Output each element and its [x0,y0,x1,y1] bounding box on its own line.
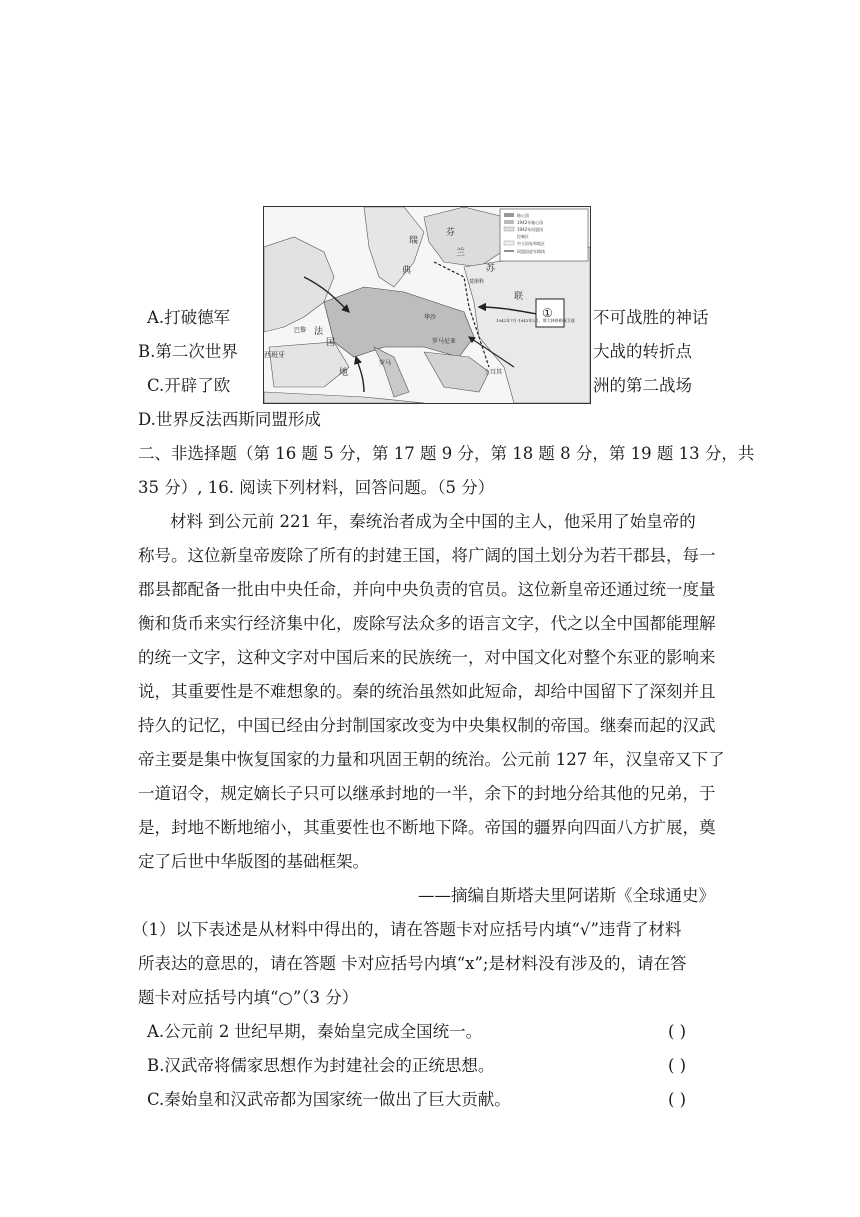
material-line: 称号。这位新皇帝废除了所有的封建王国，将广阔的国土划分为若干郡县，每一 [138,546,716,565]
legend-item: 控制区 [517,234,529,239]
material-line: 是，封地不断地缩小，其重要性也不断地下降。帝国的疆界向四面八方扩展，奠 [138,818,716,837]
material-line: 持久的记忆，中国已经由分封制国家改变为中央集权制的帝国。继秦而起的汉武 [138,716,716,735]
statement-b: B.汉武帝将儒家思想作为封建社会的正统思想。 [147,1056,495,1075]
option-c-right: 洲的第二战场 [593,376,692,395]
map-label-romania: 罗马尼亚 [432,338,457,345]
map-label-paris: 巴黎 [294,327,307,334]
material-line: 材料 到公元前 221 年，秦统治者成为全中国的主人，他采用了始皇帝的 [170,512,696,531]
legend-item: 1942年轴心国 [517,220,544,225]
material-source: ——摘编自斯塔夫里阿诺斯《全球通史》 [418,886,715,905]
europe-ww2-map [263,206,591,404]
material-line: 帝主要是集中恢复国家的力量和巩固王朝的统治。公元前 127 年，汉皇帝又下了 [138,750,725,769]
option-a-right: 不可战胜的神话 [593,308,709,327]
map-label-mediterranean: 地 [339,368,349,378]
map-label-finland-2: 兰 [456,248,466,258]
statement-c: C.秦始皇和汉武帝都为国家统一做出了巨大贡献。 [147,1090,511,1109]
legend-item: 同盟国进军路线 [517,249,545,254]
legend-item: 中立国家和地区 [517,241,545,246]
material-line: 衡和货币来实行经济集中化，废除写法众多的语言文字，代之以全中国都能理解 [138,614,716,633]
section-heading-line-1: 二、非选择题（第 16 题 5 分，第 17 题 9 分，第 18 题 8 分，第 19 题 13 分，共 [138,444,755,463]
material-line: 定了后世中华版图的基础框架。 [138,852,369,871]
answer-blank-a[interactable]: ( ) [668,1022,687,1041]
map-svg [264,207,590,403]
map-label-soviet-1: 苏 [486,264,496,274]
statement-a: A.公元前 2 世纪早期，秦始皇完成全国统一。 [147,1022,483,1041]
map-label-moscow: 莫斯科 [469,279,485,285]
map-label-france-1: 法 [314,327,324,337]
question-line: 所表达的意思的，请在答题 卡对应括号内填“x”;是材料没有涉及的，请在答 [138,954,687,973]
map-label-note: 1942年7月-1943年2月，斯大林格勒保卫战 [496,318,575,323]
section-heading-line-2: 35 分）, 16. 阅读下列材料，回答问题。（5 分） [138,478,495,497]
material-line: 郡县都配备一批由中央任命，并向中央负责的官员。这位新皇帝还通过统一度量 [138,580,716,599]
answer-blank-c[interactable]: ( ) [668,1090,687,1109]
answer-blank-b[interactable]: ( ) [668,1056,687,1075]
option-d: D.世界反法西斯同盟形成 [138,410,321,429]
map-label-sweden-2: 典 [402,266,412,276]
option-b-right: 大战的转折点 [593,342,692,361]
question-line: 题卡对应括号内填“○”（3 分） [138,988,359,1007]
option-a-left: A.打破德军 [147,308,231,327]
map-label-warsaw: 华沙 [424,314,437,321]
map-label-finland-1: 芬 [446,228,456,238]
map-label-soviet-2: 联 [514,292,524,302]
map-label-sweden-1: 瑞 [409,236,419,246]
map-legend [500,209,588,261]
option-b-left: B.第二次世界 [138,342,238,361]
material-line: 一道诏令，规定嫡长子只可以继承封地的一半，余下的封地分给其他的兄弟，于 [138,784,716,803]
legend-item: 1942年同盟国 [517,227,544,232]
option-c-left: C.开辟了欧 [147,376,231,395]
map-label-spain: 西班牙 [264,351,285,359]
map-label-france-2: 国 [326,338,336,348]
map-label-rome: 罗马 [379,360,392,367]
material-line: 的统一文字，这种文字对中国后来的民族统一，对中国文化对整个东亚的影响来 [138,648,716,667]
map-label-marker: ① [542,306,553,320]
legend-item: 轴心国 [517,213,529,218]
map-label-turkey: 土耳其 [484,369,503,376]
material-line: 说，其重要性是不难想象的。秦的统治虽然如此短命，却给中国留下了深刻并且 [138,682,716,701]
question-line: （1）以下表述是从材料中得出的，请在答题卡对应括号内填“√”违背了材料 [132,920,682,939]
